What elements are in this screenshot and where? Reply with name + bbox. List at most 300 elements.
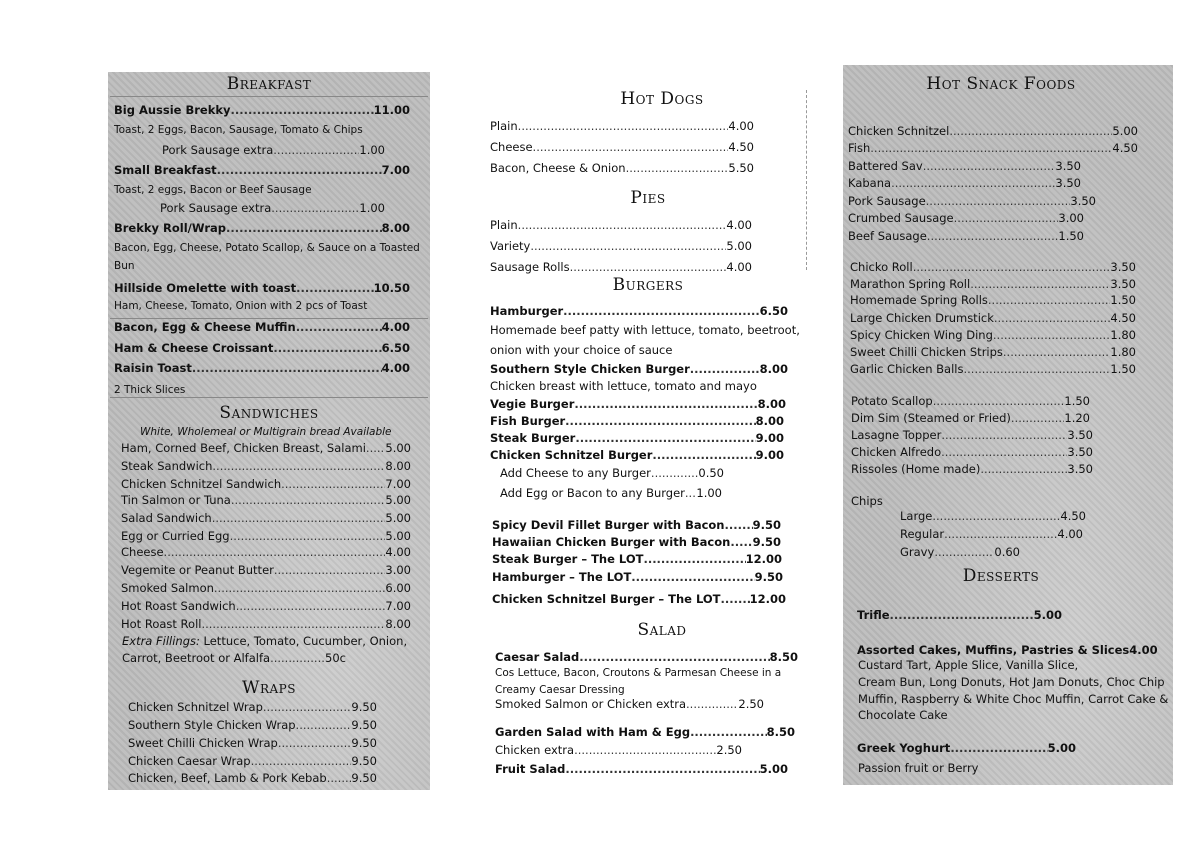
leader-dots: [721, 592, 750, 606]
sandwich-item: [121, 493, 411, 507]
leader-dots: [970, 277, 1110, 291]
wraps-heading: Wraps: [242, 678, 296, 698]
leader-dots: [690, 362, 760, 376]
leader-dots: [651, 466, 698, 480]
snack-item: [848, 159, 1081, 173]
item-name: Large: [900, 509, 933, 523]
item-name: Large Chicken Drumstick: [850, 311, 994, 325]
leader-dots: [1011, 411, 1064, 425]
item-name: Fish Burger: [490, 414, 566, 428]
leader-dots: [192, 361, 382, 375]
item-price: 5.00: [385, 529, 411, 543]
snack-item: [848, 211, 1084, 225]
item-name: Pork Sausage extra: [160, 201, 272, 215]
item-price: 4.00: [1057, 527, 1083, 541]
leader-dots: [236, 599, 386, 613]
burger-item: [490, 362, 788, 376]
breakfast-description: Toast, 2 eggs, Bacon or Beef Sausage: [114, 184, 312, 196]
desserts-heading: Desserts: [962, 566, 1040, 586]
leader-dots: [579, 650, 769, 664]
breakfast-extra: [162, 143, 385, 157]
dessert-description: Chocolate Cake: [858, 708, 948, 722]
pie-item: [490, 218, 752, 232]
special-burger-item: [492, 535, 781, 549]
item-price: 5.00: [1047, 741, 1076, 755]
leader-dots: [988, 293, 1110, 307]
item-name: Potato Scallop: [851, 394, 933, 408]
sandwich-item: [121, 529, 411, 543]
leader-dots: [631, 570, 754, 584]
item-name: Spicy Chicken Wing Ding: [850, 328, 993, 342]
item-name: Raisin Toast: [114, 361, 192, 375]
breakfast-item: [114, 103, 410, 117]
leader-dots: [533, 140, 729, 154]
salad-extra: [495, 697, 764, 711]
leader-dots: [270, 651, 325, 665]
item-name: Chicken Schnitzel Burger – The LOT: [492, 592, 721, 606]
burger-addon: [500, 486, 722, 500]
leader-dots: [565, 414, 755, 428]
salad-extra: [495, 743, 742, 757]
item-name: Bacon, Egg & Cheese Muffin: [114, 320, 296, 334]
leader-dots: [217, 163, 382, 177]
item-price: 7.00: [385, 477, 411, 491]
item-price: 3.50: [1067, 428, 1093, 442]
leader-dots: [941, 445, 1067, 459]
item-name: Bacon, Cheese & Onion: [490, 161, 626, 175]
item-price: 1.00: [359, 201, 385, 215]
item-price: 4.00: [381, 320, 410, 334]
item-name: Chicken Schnitzel: [848, 124, 950, 138]
item-name: Hot Roast Sandwich: [121, 599, 236, 613]
item-price: 9.50: [351, 700, 377, 714]
item-price: 8.00: [755, 414, 784, 428]
leader-dots: [934, 545, 994, 559]
sandwich-item: [121, 477, 411, 491]
wrap-item: [128, 771, 377, 785]
item-price: 4.00: [726, 218, 752, 232]
extra-fillings-price-row: [122, 651, 346, 665]
item-price: 0.50: [698, 466, 724, 480]
item-price: 1.20: [1064, 411, 1090, 425]
item-price: 11.00: [373, 103, 410, 117]
wrap-item: [128, 718, 377, 732]
item-price: 3.50: [1110, 277, 1136, 291]
burger-item: [490, 414, 784, 428]
leader-dots: [565, 762, 759, 776]
item-name: Carrot, Beetroot or Alfalfa: [122, 651, 271, 665]
burger-description: onion with your choice of sauce: [490, 343, 673, 357]
chips-item: [900, 545, 1020, 559]
item-name: Chicken Caesar Wrap: [128, 754, 251, 768]
item-name: Pork Sausage extra: [162, 143, 274, 157]
item-price: 2.50: [738, 697, 764, 711]
leader-dots: [518, 218, 727, 232]
section-rule: [110, 318, 428, 319]
leader-dots: [530, 239, 726, 253]
salad-heading: Salad: [637, 620, 687, 640]
burger-description: Chicken breast with lettuce, tomato and mayo: [490, 379, 757, 393]
leader-dots: [994, 311, 1111, 325]
item-price: 3.50: [1055, 159, 1081, 173]
breakfast-item: [114, 281, 410, 295]
leader-dots: [570, 260, 727, 274]
item-price: 3.50: [1067, 462, 1093, 476]
leader-dots: [941, 428, 1067, 442]
dessert-description: Custard Tart, Apple Slice, Vanilla Slice,: [858, 658, 1079, 672]
salad-item: [495, 650, 798, 664]
wrap-item: [128, 700, 377, 714]
item-price: 5.00: [1112, 124, 1138, 138]
sandwiches-subtitle: White, Wholemeal or Multigrain bread Available: [140, 426, 392, 438]
snack-item: [851, 445, 1093, 459]
item-price: 9.50: [752, 535, 781, 549]
item-price: 9.50: [754, 570, 783, 584]
leader-dots: [230, 529, 386, 543]
item-price: 8.00: [759, 362, 788, 376]
fold-line: [806, 90, 807, 270]
item-price: 12.00: [745, 552, 782, 566]
extra-fillings-line: [122, 634, 407, 648]
item-price: 7.00: [385, 599, 411, 613]
snack-item: [848, 124, 1138, 138]
leader-dots: [274, 563, 386, 577]
item-name: Greek Yoghurt: [857, 741, 951, 755]
leader-dots: [212, 511, 386, 525]
burger-item: [490, 304, 788, 318]
item-price: 8.50: [769, 650, 798, 664]
item-price: 50c: [325, 651, 346, 665]
item-name: Hamburger – The LOT: [492, 570, 632, 584]
special-burger-item: [492, 518, 781, 532]
item-name: Variety: [490, 239, 531, 253]
item-price: 3.00: [1058, 211, 1084, 225]
item-name: Chicken extra: [495, 743, 575, 757]
burger-item: [490, 397, 786, 411]
leader-dots: [954, 211, 1059, 225]
breakfast-item: [114, 221, 410, 235]
snack-item: [850, 345, 1136, 359]
item-price: 4.50: [1060, 509, 1086, 523]
item-name: Plain: [490, 218, 518, 232]
leader-dots: [1003, 345, 1110, 359]
leader-dots: [273, 143, 359, 157]
leader-dots: [273, 341, 381, 355]
item-name: Fruit Salad: [495, 762, 566, 776]
leader-dots: [725, 518, 753, 532]
item-name: Gravy: [900, 545, 935, 559]
item-name: Sausage Rolls: [490, 260, 570, 274]
leader-dots: [643, 552, 745, 566]
item-name: Garden Salad with Ham & Egg: [495, 725, 691, 739]
item-name: Cheese: [121, 545, 164, 559]
item-name: Ham & Cheese Croissant: [114, 341, 274, 355]
item-name: Small Breakfast: [114, 163, 217, 177]
dessert-description: Passion fruit or Berry: [858, 761, 979, 775]
item-name: Spicy Devil Fillet Burger with Bacon: [492, 518, 725, 532]
leader-dots: [263, 700, 351, 714]
item-name: Assorted Cakes, Muffins, Pastries & Slices: [857, 643, 1130, 657]
item-name: Trifle: [857, 608, 890, 622]
chips-item: [900, 527, 1083, 541]
leader-dots: [652, 448, 755, 462]
item-price: 9.50: [351, 754, 377, 768]
leader-dots: [281, 477, 385, 491]
breakfast-description: Ham, Cheese, Tomato, Onion with 2 pcs of Toast: [114, 300, 368, 312]
item-name: Lasagne Topper: [851, 428, 942, 442]
item-name: Sweet Chilli Chicken Wrap: [128, 736, 278, 750]
salad-description: Creamy Caesar Dressing: [495, 684, 625, 696]
leader-dots: [890, 608, 1034, 622]
item-price: 6.00: [385, 581, 411, 595]
sandwich-item: [121, 617, 411, 631]
item-name: Tin Salmon or Tuna: [121, 493, 231, 507]
item-price: 8.00: [381, 221, 410, 235]
leader-dots: [686, 697, 738, 711]
hot-dog-item: [490, 161, 754, 175]
item-price: 4.00: [381, 361, 410, 375]
item-price: 2.50: [716, 743, 742, 757]
chips-item: [900, 509, 1086, 523]
leader-dots: [296, 320, 382, 334]
item-price: 1.00: [696, 486, 722, 500]
item-name: Southern Style Chicken Wrap: [128, 718, 296, 732]
item-name: Chicken Alfredo: [851, 445, 942, 459]
snack-item: [850, 260, 1136, 274]
item-price: 3.50: [1070, 194, 1096, 208]
salad-description: Cos Lettuce, Bacon, Croutons & Parmesan Cheese in a: [495, 667, 782, 679]
item-price: 5.00: [1033, 608, 1062, 622]
item-price: 6.50: [759, 304, 788, 318]
item-name: Steak Sandwich: [121, 459, 213, 473]
item-price: 1.80: [1110, 345, 1136, 359]
special-burger-item: [492, 570, 783, 584]
leader-dots: [231, 103, 374, 117]
item-name: Sweet Chilli Chicken Strips: [850, 345, 1003, 359]
dessert-item: [857, 643, 1158, 657]
snack-item: [848, 141, 1138, 155]
item-price: 5.00: [759, 762, 788, 776]
dessert-description: Muffin, Raspberry & White Choc Muffin, Carrot Cake &: [858, 692, 1169, 706]
section-rule: [110, 96, 428, 97]
item-price: 4.50: [728, 140, 754, 154]
wrap-item: [128, 754, 377, 768]
item-price: 9.00: [755, 448, 784, 462]
leader-dots: [949, 124, 1112, 138]
item-price: 1.00: [359, 143, 385, 157]
burger-description: Homemade beef patty with lettuce, tomato, beetroot,: [490, 323, 800, 337]
item-price: 3.00: [385, 563, 411, 577]
leader-dots: [626, 161, 729, 175]
item-price: 1.50: [1064, 394, 1090, 408]
item-name: Marathon Spring Roll: [850, 277, 971, 291]
leader-dots: [518, 119, 729, 133]
leader-dots: [271, 201, 359, 215]
dessert-item: [857, 741, 1076, 755]
item-name: Brekky Roll/Wrap: [114, 221, 227, 235]
section-rule: [110, 397, 428, 398]
item-name: Smoked Salmon or Chicken extra: [495, 697, 687, 711]
item-price: 9.50: [351, 718, 377, 732]
item-name: Homemade Spring Rolls: [850, 293, 988, 307]
item-price: 4.00: [1129, 643, 1158, 657]
snack-item: [851, 394, 1090, 408]
hot-snack-foods-heading: Hot Snack Foods: [926, 74, 1076, 94]
item-name: Dim Sim (Steamed or Fried): [851, 411, 1011, 425]
leader-dots: [296, 718, 352, 732]
snack-item: [850, 362, 1136, 376]
leader-dots: [327, 771, 352, 785]
item-name: Hamburger: [490, 304, 564, 318]
item-name: Caesar Salad: [495, 650, 580, 664]
breakfast-item: [114, 163, 410, 177]
special-burger-item: [492, 592, 786, 606]
snack-item: [850, 293, 1136, 307]
item-name: Southern Style Chicken Burger: [490, 362, 690, 376]
item-price: 1.50: [1110, 362, 1136, 376]
item-price: 8.00: [757, 397, 786, 411]
breakfast-description: Bun: [114, 260, 135, 272]
item-price: 5.00: [385, 511, 411, 525]
leader-dots: [927, 229, 1059, 243]
item-price: 6.50: [381, 341, 410, 355]
leader-dots: [574, 397, 757, 411]
sandwich-item: [121, 599, 411, 613]
item-price: 1.50: [1110, 293, 1136, 307]
leader-dots: [212, 459, 385, 473]
hot-dogs-heading: Hot Dogs: [620, 89, 704, 109]
wrap-item: [128, 736, 377, 750]
breakfast-description: 2 Thick Slices: [114, 384, 186, 396]
snack-item: [850, 328, 1136, 342]
extra-fillings-label: Extra Fillings:: [122, 634, 200, 648]
burger-item: [490, 448, 784, 462]
item-price: 0.60: [994, 545, 1020, 559]
leader-dots: [993, 328, 1111, 342]
item-name: Egg or Curried Egg: [121, 529, 230, 543]
item-name: Add Cheese to any Burger: [500, 466, 651, 480]
item-name: Steak Burger: [490, 431, 576, 445]
item-price: 4.00: [728, 119, 754, 133]
snack-item: [848, 194, 1096, 208]
item-price: 7.00: [381, 163, 410, 177]
item-name: Hot Roast Roll: [121, 617, 202, 631]
item-name: Hillside Omelette with toast: [114, 281, 297, 295]
item-price: 9.00: [755, 431, 784, 445]
item-name: Chicken Schnitzel Sandwich: [121, 477, 282, 491]
item-price: 5.00: [385, 493, 411, 507]
snack-item: [850, 311, 1136, 325]
item-price: 4.00: [385, 545, 411, 559]
dessert-item: [857, 608, 1062, 622]
breakfast-item: [114, 361, 410, 375]
item-name: Chicken, Beef, Lamb & Pork Kebab: [128, 771, 327, 785]
breakfast-item: [114, 320, 410, 334]
leader-dots: [933, 394, 1065, 408]
salad-item: [495, 762, 788, 776]
item-price: 5.00: [385, 441, 411, 455]
leader-dots: [574, 743, 716, 757]
item-price: 3.50: [1110, 260, 1136, 274]
sandwich-item: [121, 545, 411, 559]
item-name: Garlic Chicken Balls: [850, 362, 964, 376]
item-price: 4.00: [726, 260, 752, 274]
item-name: Plain: [490, 119, 518, 133]
extra-fillings-text: Lettuce, Tomato, Cucumber, Onion,: [199, 634, 408, 648]
special-burger-item: [492, 552, 782, 566]
item-name: Rissoles (Home made): [851, 462, 981, 476]
leader-dots: [944, 527, 1057, 541]
item-name: Salad Sandwich: [121, 511, 212, 525]
burgers-heading: Burgers: [612, 275, 684, 295]
sandwich-item: [121, 459, 411, 473]
item-name: Smoked Salmon: [121, 581, 214, 595]
leader-dots: [278, 736, 352, 750]
snack-item: [848, 176, 1081, 190]
item-price: 9.50: [752, 518, 781, 532]
item-name: Cheese: [490, 140, 533, 154]
snack-item: [850, 277, 1136, 291]
leader-dots: [690, 725, 767, 739]
sandwich-item: [121, 581, 411, 595]
item-name: Crumbed Sausage: [848, 211, 954, 225]
item-name: Regular: [900, 527, 945, 541]
leader-dots: [231, 493, 386, 507]
sandwich-item: [121, 563, 411, 577]
leader-dots: [296, 281, 373, 295]
dessert-description: Cream Bun, Long Donuts, Hot Jam Donuts, Choc Chip: [858, 675, 1165, 689]
item-name: Fish: [848, 141, 871, 155]
leader-dots: [366, 441, 385, 455]
item-price: 5.00: [726, 239, 752, 253]
item-price: 4.50: [1112, 141, 1138, 155]
item-name: Battered Sav: [848, 159, 923, 173]
leader-dots: [932, 509, 1060, 523]
leader-dots: [575, 431, 755, 445]
breakfast-heading: Breakfast: [226, 74, 312, 94]
leader-dots: [923, 159, 1056, 173]
item-price: 8.00: [385, 617, 411, 631]
item-name: Chicken Schnitzel Burger: [490, 448, 653, 462]
item-price: 8.00: [385, 459, 411, 473]
pie-item: [490, 260, 752, 274]
item-name: Big Aussie Brekky: [114, 103, 231, 117]
item-name: Kabana: [848, 176, 892, 190]
burger-addon: [500, 466, 724, 480]
sandwich-item: [121, 441, 411, 455]
item-name: Steak Burger – The LOT: [492, 552, 644, 566]
snack-item: [851, 428, 1093, 442]
leader-dots: [963, 362, 1110, 376]
hot-dog-item: [490, 119, 754, 133]
snack-item: [851, 462, 1093, 476]
leader-dots: [685, 486, 696, 500]
leader-dots: [251, 754, 352, 768]
item-name: Hawaiian Chicken Burger with Bacon: [492, 535, 731, 549]
item-name: Ham, Corned Beef, Chicken Breast, Salami: [121, 441, 366, 455]
item-price: 5.50: [728, 161, 754, 175]
item-name: Add Egg or Bacon to any Burger: [500, 486, 685, 500]
sandwich-item: [121, 511, 411, 525]
leader-dots: [201, 617, 385, 631]
item-price: 3.50: [1067, 445, 1093, 459]
leader-dots: [164, 545, 386, 559]
breakfast-description: Toast, 2 Eggs, Bacon, Sausage, Tomato & Chips: [114, 124, 363, 136]
leader-dots: [913, 260, 1111, 274]
snack-item: [851, 411, 1090, 425]
sandwiches-heading: Sandwiches: [219, 403, 319, 423]
item-price: 3.50: [1055, 176, 1081, 190]
